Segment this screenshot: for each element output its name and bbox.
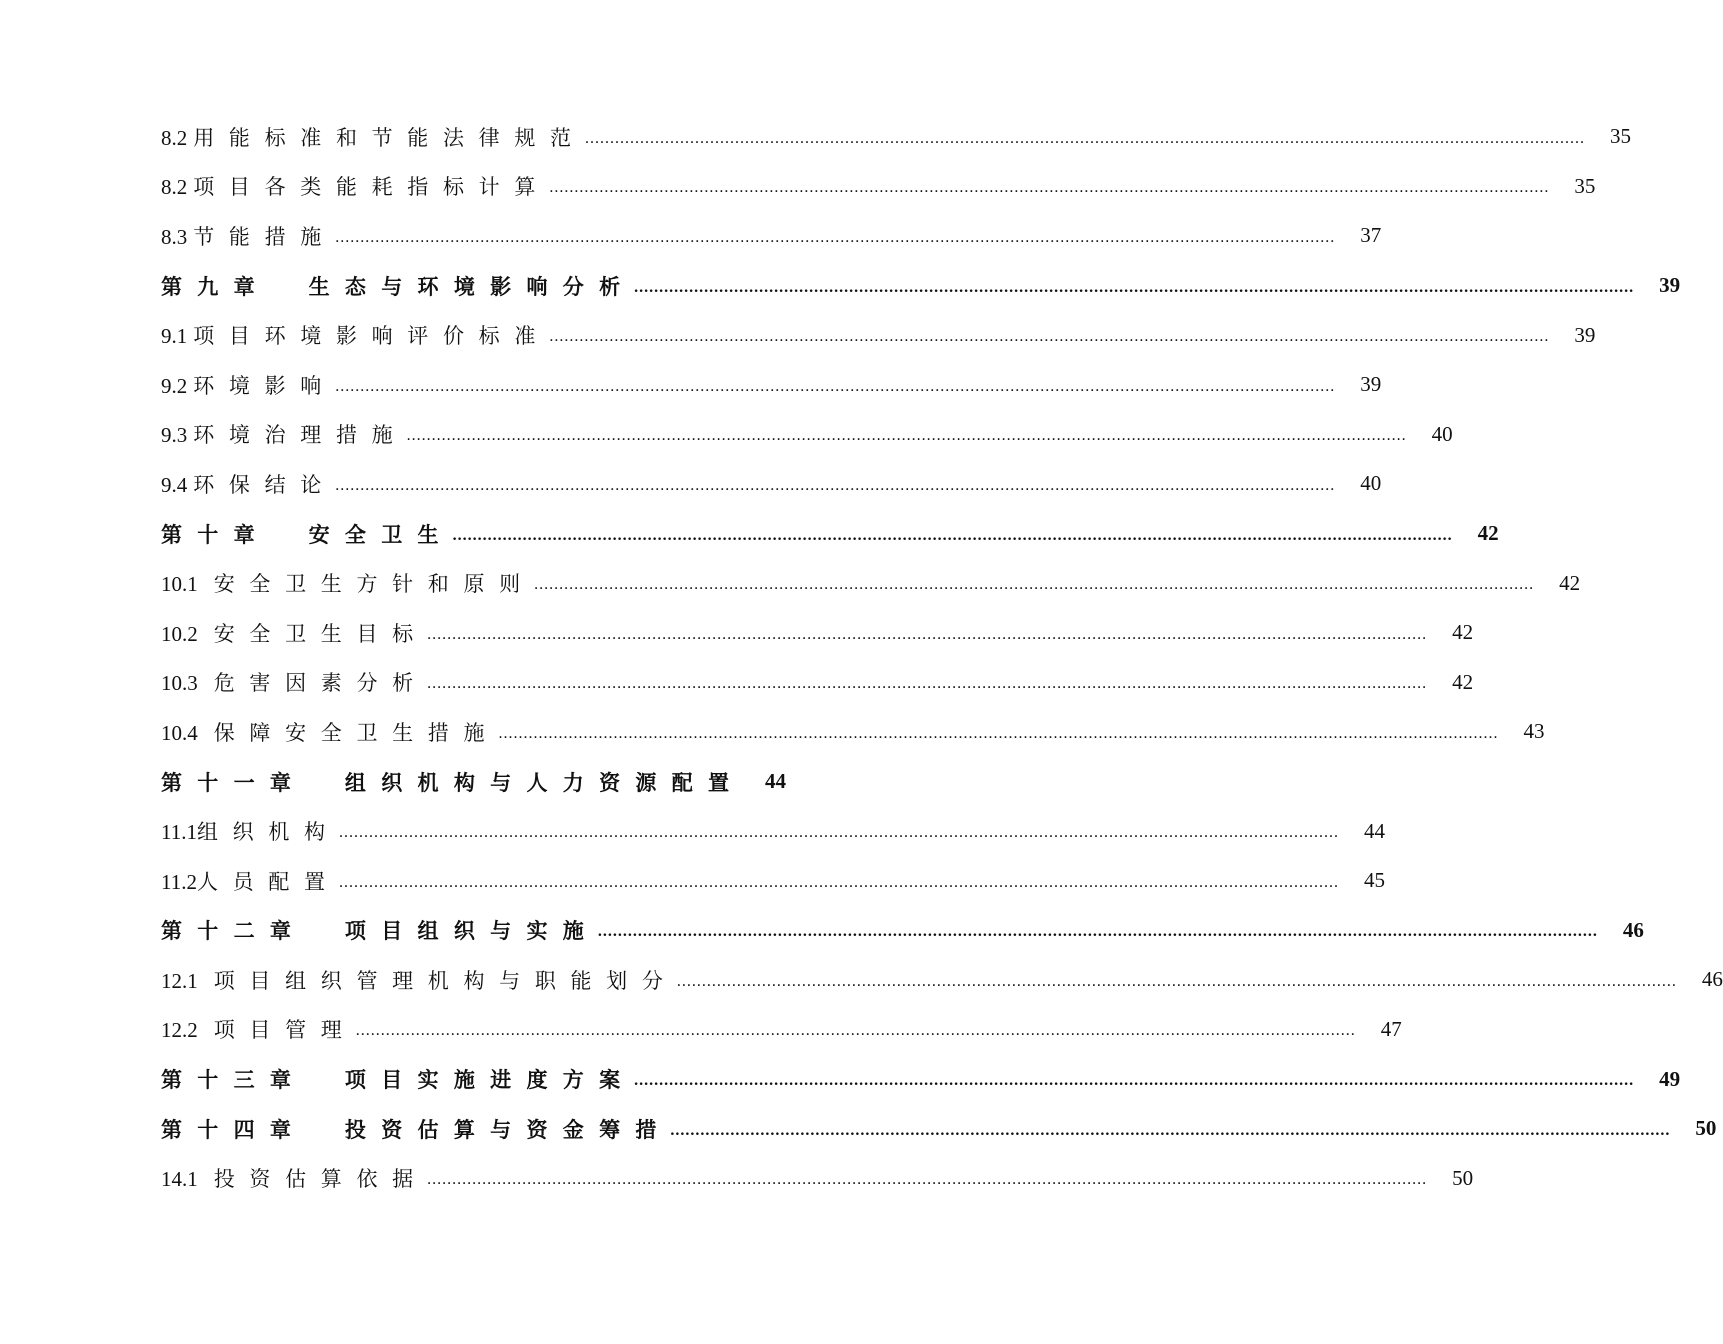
toc-entry-number: 10.1: [161, 572, 198, 597]
table-of-contents: [161, 112, 1723, 1203]
toc-leader-dots: ........................................................................................................................................................................................................: [676, 972, 1677, 990]
toc-leader-dots: ........................................................................................................................................................................................................: [670, 1121, 1671, 1139]
toc-leader-dots: ........................................................................................................................................................................................................: [634, 278, 1635, 296]
toc-entry-number: 9.3: [161, 423, 188, 448]
toc-entry-text: 环 保 结 论: [193, 472, 326, 497]
toc-leader-dots: ........................................................................................................................................................................................................: [585, 129, 1586, 147]
toc-entry-number: 12.1: [161, 968, 198, 993]
toc-leader-dots: ........................................................................................................................................................................................................: [427, 625, 1428, 643]
toc-page-number: 39: [1360, 372, 1382, 397]
toc-section-entry[interactable]: [161, 211, 1382, 261]
toc-entry-text: 第 十 三 章 项 目 实 施 进 度 方 案: [161, 1067, 625, 1093]
toc-entry-number: 8.3: [161, 224, 188, 249]
toc-section-entry[interactable]: [161, 360, 1382, 410]
toc-leader-dots: ........................................................................................................................................................................................................: [498, 724, 1499, 742]
toc-leader-dots: ........................................................................................................................................................................................................: [534, 576, 1535, 594]
toc-entry-text: 项 目 管 理: [213, 1018, 346, 1043]
toc-page-number: 40: [1360, 471, 1382, 496]
toc-leader-dots: ........................................................................................................................................................................................................: [335, 476, 1336, 494]
toc-entry-number: 9.1: [161, 324, 188, 349]
toc-entry-number: 11.2: [161, 869, 197, 894]
toc-entry-title: [161, 370, 325, 400]
toc-entry-text: 用 能 标 准 和 节 能 法 律 规 范: [193, 125, 576, 150]
toc-entry-number: 12.2: [161, 1018, 198, 1043]
toc-entry-number: 10.3: [161, 671, 198, 696]
toc-page-number: 47: [1380, 1016, 1402, 1041]
toc-page-number: 42: [1477, 521, 1499, 546]
toc-entry-text: 投 资 估 算 依 据: [213, 1167, 418, 1192]
toc-section-entry[interactable]: [161, 955, 1723, 1005]
toc-page-number: 46: [1701, 967, 1723, 992]
toc-entry-text: 项 目 环 境 影 响 评 价 标 准: [193, 324, 540, 349]
toc-entry-title: [161, 965, 667, 995]
toc-chapter-entry[interactable]: [161, 1104, 1717, 1154]
toc-section-entry[interactable]: [161, 608, 1474, 658]
toc-entry-title: [161, 171, 539, 201]
toc-leader-dots: ........................................................................................................................................................................................................: [339, 873, 1340, 891]
toc-entry-number: 10.4: [161, 720, 198, 745]
toc-entry-text: 环 境 影 响: [193, 373, 326, 398]
toc-entry-number: 11.1: [161, 820, 197, 845]
toc-entry-title: [161, 1064, 624, 1094]
toc-entry-title: [161, 1014, 346, 1044]
toc-entry-number: 14.1: [161, 1167, 198, 1192]
toc-entry-title: [161, 419, 397, 449]
toc-entry-text: 组 织 机 构: [196, 820, 330, 845]
toc-page-number: 40: [1431, 421, 1453, 446]
toc-entry-text: 第 十 四 章 投 资 估 算 与 资 金 筹 措: [161, 1116, 661, 1142]
toc-leader-dots: ........................................................................................................................................................................................................: [427, 675, 1428, 693]
toc-page-number: 44: [765, 769, 787, 794]
toc-entry-text: 第 十 章 安 全 卫 生: [161, 521, 443, 547]
toc-page-number: 50: [1452, 1165, 1474, 1190]
toc-page-number: 39: [1659, 273, 1681, 298]
toc-page-number: 49: [1659, 1066, 1681, 1091]
toc-entry-title: [161, 767, 733, 797]
toc-page-number: 35: [1574, 173, 1596, 198]
toc-entry-title: [161, 1114, 660, 1144]
toc-chapter-entry[interactable]: [161, 906, 1644, 956]
toc-entry-text: 安 全 卫 生 方 针 和 原 则: [213, 572, 525, 597]
toc-section-entry[interactable]: [161, 707, 1545, 757]
toc-page-number: 45: [1364, 868, 1386, 893]
toc-page-number: 50: [1695, 1116, 1717, 1141]
toc-section-entry[interactable]: [161, 459, 1382, 509]
toc-section-entry[interactable]: [161, 162, 1596, 212]
toc-chapter-entry[interactable]: [161, 261, 1681, 311]
toc-entry-text: 危 害 因 素 分 析: [213, 671, 418, 696]
toc-page-number: 46: [1622, 917, 1644, 942]
toc-entry-number: 10.2: [161, 621, 198, 646]
toc-page-number: 42: [1559, 570, 1581, 595]
toc-chapter-entry[interactable]: [161, 1054, 1681, 1104]
toc-page-number: 39: [1574, 322, 1596, 347]
toc-leader-dots: ........................................................................................................................................................................................................: [335, 228, 1336, 246]
toc-entry-number: 9.4: [161, 472, 188, 497]
toc-section-entry[interactable]: [161, 658, 1474, 708]
toc-page-number: 44: [1364, 818, 1386, 843]
toc-entry-title: [161, 568, 524, 598]
toc-entry-text: 第 十 一 章 组 织 机 构 与 人 力 资 源 配 置: [161, 769, 734, 795]
toc-entry-text: 项 目 各 类 能 耗 指 标 计 算: [193, 175, 540, 200]
toc-section-entry[interactable]: [161, 856, 1386, 906]
toc-entry-title: [161, 915, 588, 945]
toc-section-entry[interactable]: [161, 112, 1632, 162]
toc-entry-title: [161, 667, 417, 697]
toc-entry-title: [161, 816, 329, 846]
toc-chapter-entry[interactable]: [161, 757, 791, 807]
toc-entry-text: 第 十 二 章 项 目 组 织 与 实 施: [161, 918, 588, 944]
toc-leader-dots: ........................................................................................................................................................................................................: [549, 328, 1550, 346]
toc-leader-dots: ........................................................................................................................................................................................................: [452, 526, 1453, 544]
toc-entry-text: 节 能 措 施: [193, 224, 326, 249]
toc-entry-number: 8.2: [161, 125, 188, 150]
toc-entry-title: [161, 320, 539, 350]
toc-chapter-entry[interactable]: [161, 509, 1499, 559]
toc-leader-dots: ........................................................................................................................................................................................................: [549, 179, 1550, 197]
toc-entry-text: 第 九 章 生 态 与 环 境 影 响 分 析: [161, 273, 625, 299]
toc-entry-text: 保 障 安 全 卫 生 措 施: [213, 720, 489, 745]
toc-entry-text: 安 全 卫 生 目 标: [213, 621, 418, 646]
toc-entry-number: 8.2: [161, 175, 188, 200]
toc-entry-title: [161, 1163, 417, 1193]
toc-entry-text: 人 员 配 置: [196, 869, 330, 894]
toc-section-entry[interactable]: [161, 410, 1453, 460]
toc-entry-title: [161, 221, 325, 251]
toc-entry-text: 环 境 治 理 措 施: [193, 423, 397, 448]
toc-entry-title: [161, 271, 624, 301]
toc-leader-dots: ........................................................................................................................................................................................................: [634, 1072, 1635, 1090]
toc-entry-title: [161, 519, 443, 549]
toc-page-number: 42: [1452, 669, 1474, 694]
toc-leader-dots: ........................................................................................................................................................................................................: [335, 377, 1336, 395]
toc-entry-title: [161, 717, 488, 747]
toc-leader-dots: ........................................................................................................................................................................................................: [339, 824, 1340, 842]
toc-entry-number: 9.2: [161, 373, 188, 398]
toc-entry-title: [161, 866, 329, 896]
toc-page-number: 35: [1610, 124, 1632, 149]
toc-leader-dots: ........................................................................................................................................................................................................: [427, 1171, 1428, 1189]
toc-leader-dots: ........................................................................................................................................................................................................: [406, 427, 1407, 445]
toc-page-number: 43: [1523, 719, 1545, 744]
toc-entry-title: [161, 122, 575, 152]
toc-page-number: 37: [1360, 223, 1382, 248]
toc-page-number: 42: [1452, 620, 1474, 645]
toc-section-entry[interactable]: [161, 310, 1596, 360]
toc-entry-title: [161, 618, 417, 648]
toc-leader-dots: ........................................................................................................................................................................................................: [355, 1022, 1356, 1040]
toc-section-entry[interactable]: [161, 558, 1581, 608]
toc-entry-title: [161, 469, 325, 499]
toc-section-entry[interactable]: [161, 1005, 1402, 1055]
toc-leader-dots: ........................................................................................................................................................................................................: [597, 923, 1598, 941]
toc-entry-text: 项 目 组 织 管 理 机 构 与 职 能 划 分: [213, 968, 667, 993]
toc-section-entry[interactable]: [161, 806, 1386, 856]
toc-section-entry[interactable]: [161, 1153, 1474, 1203]
